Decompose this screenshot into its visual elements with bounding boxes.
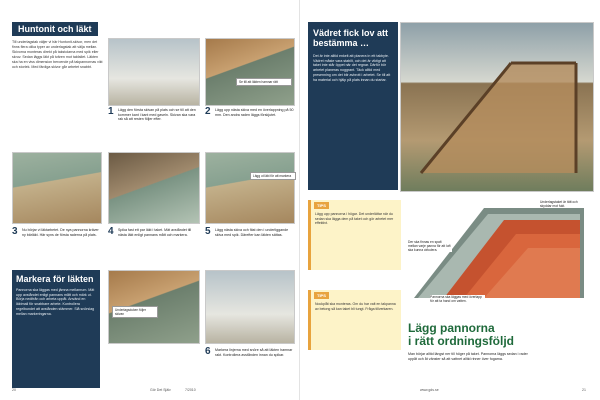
step-caption-2: Lägg upp nästa skiva med en överlappning på 50 mm. Den andra raden läggs förskjutet. xyxy=(215,108,294,117)
step-caption-6: Markera linjerna med snöre så att läkten hamnar rakt. Kontrollera avstånden innan du spikar. xyxy=(215,348,293,357)
magazine-name: Gör Det Själv xyxy=(150,388,171,392)
sidebar-title: Vädret fick lov att bestämma … xyxy=(313,28,389,48)
roof-layer-diagram xyxy=(404,198,594,308)
tip-heading: TIPS xyxy=(314,292,329,299)
diagram-label: Underlagstaket är tätt och skyddar mot fukt. xyxy=(540,200,590,208)
step-number-2: 2 xyxy=(205,106,211,117)
step-number-6: 6 xyxy=(205,346,211,357)
title-body-text: Man börjar alltid längst ner till höger på taket. Pannorna läggs sedan i rader uppåt och åt vänster så att vattnet alltid rinner över fogarna. xyxy=(408,352,528,361)
step-caption-5: Lägg nästa skiva och fäst den i underliggande skiva med spik. Därefter kan läkten sättas. xyxy=(215,228,289,237)
website-url: www.gds.se xyxy=(420,388,439,392)
intro-text: Till underlagstak väljer vi här Huntonit-skivor, men det finns flera olika typer av underlagstak att välja mellan. Skivorna monteras direkt på takstolarna med spik eller skruv. Sedan läggs läkt på tvären mot takfallet. Läkten ska ha en viss dimension beroende på takpannornas vikt och storlek. Med färdiga skivor går arbetet snabbt. xyxy=(12,40,103,69)
photo-callout: Lägg ut läkt för att markera xyxy=(250,172,296,180)
step-number-1: 1 xyxy=(108,106,114,117)
roof-frame-illustration xyxy=(401,23,593,191)
sidebar-markera xyxy=(12,270,100,388)
section-header: Huntonit och läkt xyxy=(12,22,98,36)
step-photo-2 xyxy=(205,38,295,106)
step-photo-6b xyxy=(205,270,295,344)
diagram-label: Der ska finnas en spalt mellan varje panna för att luft ska kunna cirkulera. xyxy=(408,240,451,252)
page-number: 21 xyxy=(582,388,586,392)
photo-roof-frame xyxy=(400,22,594,192)
photo-callout: Se till att läkten hamnar rätt xyxy=(236,78,292,86)
issue-number: 7/2010 xyxy=(185,388,196,392)
tip-text: Lägg upp pannorna i högar. Det underlättar när du sedan ska lägga dem på taket och gör arbetet mer effektivt. xyxy=(315,212,394,225)
title-line-1: Lägg pannorna xyxy=(408,321,495,335)
right-page xyxy=(300,0,600,400)
step-photo-1 xyxy=(108,38,200,106)
page-number: 20 xyxy=(12,388,16,392)
step-caption-4: Spika fast ett par läkt i taket. Mät avståndet till nästa läkt enligt pannans mått och markera. xyxy=(118,228,192,237)
step-photo-3 xyxy=(12,152,102,224)
sidebar-text: Det är inte alltid enkelt att planera in ett takbyte. Vädret måste vara stabilt, och det är viktigt att taket inte står öppet när det regnar. Därför bör arbetet planeras noggrant. Täck alltid med presenning om det blir avbrott i arbetet. Se till att ha material och hjälp på plats innan du startar. xyxy=(313,54,391,82)
tip-heading: TIPS xyxy=(314,202,329,209)
tip-box-2 xyxy=(308,290,401,350)
title-line-2: i rätt ordningsföljd xyxy=(408,334,514,348)
diagram-label: Pannorna ska läggas med överlapp för att ta hand om vatten. xyxy=(430,295,485,303)
step-caption-3: Nu börjar vi läktarbetet. De nya pannorna kräver ny bärläkt. Här syns de första raderna på plats. xyxy=(22,228,99,237)
step-number-3: 3 xyxy=(12,226,18,237)
sidebar-text: Pannorna ska läggas med jämna mellanrum. Mät upp avståndet enligt pannans mått och märk ut. Börja nedifrån och arbeta uppåt. Använd en läktmall för snabbare arbete. Kontrollera regelbundet att avstånden stämmer. Slå snörslag mellan markeringarna. xyxy=(16,288,95,316)
step-photo-5 xyxy=(205,152,295,224)
sidebar-weather xyxy=(308,22,398,190)
step-photo-4 xyxy=(108,152,200,224)
step-number-4: 4 xyxy=(108,226,114,237)
tip-box-1 xyxy=(308,200,401,270)
tip-text: Nockplåt ska monteras. Om du har valt en takpanna av betong så kan taket bli tungt. Fråga tillverkaren. xyxy=(315,302,396,311)
sidebar-title: Markera för läkten xyxy=(16,274,94,284)
step-number-5: 5 xyxy=(205,226,211,237)
step-caption-1: Lägg den första skivan på plats och se till att den kommer kant i kant med gaveln. Skivan ska vara rak så att resten följer efter. xyxy=(118,108,196,122)
photo-callout: Underlagsduken följer skivan xyxy=(112,306,158,318)
